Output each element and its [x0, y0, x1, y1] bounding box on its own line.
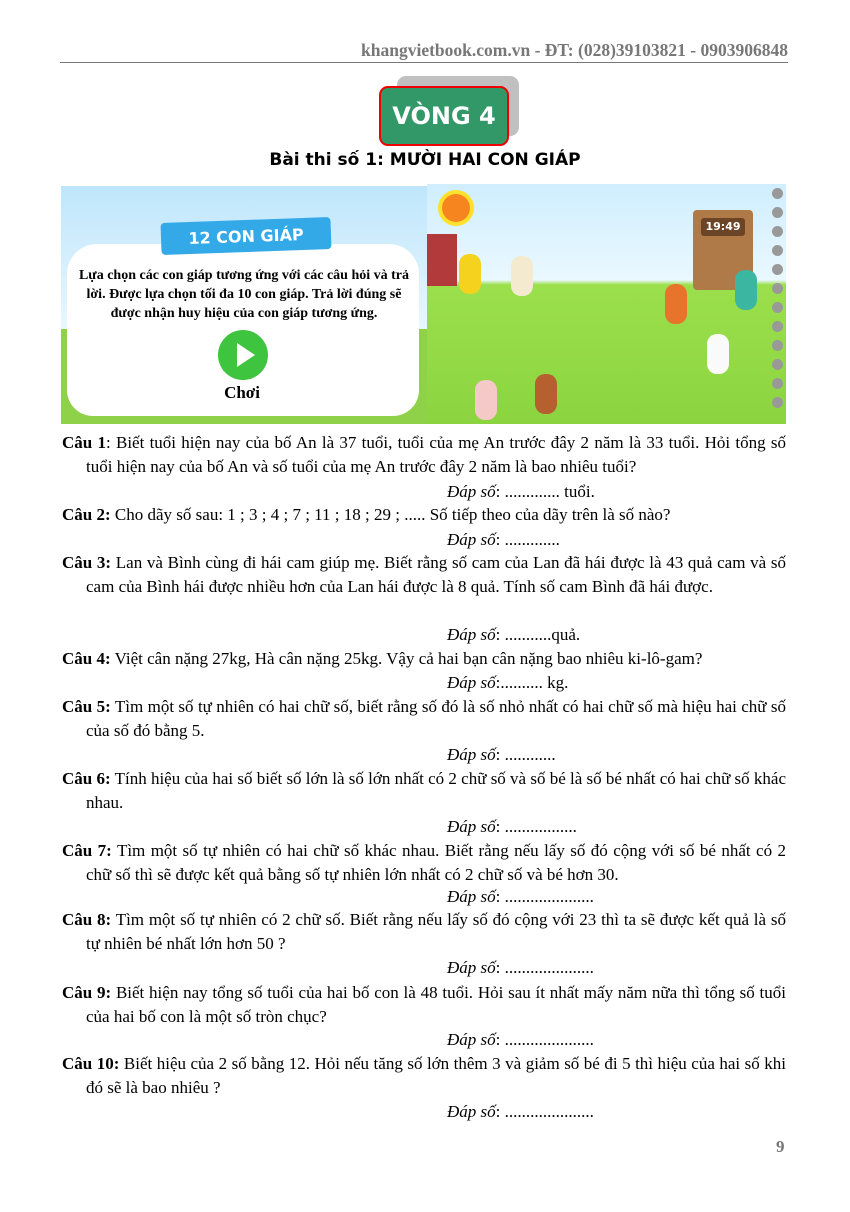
sun-icon: [442, 194, 470, 222]
snake-character: [735, 270, 757, 310]
answer-8: Đáp số: .....................: [447, 958, 594, 977]
play-icon: [237, 343, 255, 367]
timer: 19:49: [701, 218, 745, 236]
barn-image: [427, 234, 457, 286]
question-9: Câu 9: Biết hiện nay tổng số tuổi của hai bố con là 48 tuổi. Hỏi sau ít nhất mấy năm nữa thì tổng số tuổi của hai bố con là một số tròn chục?: [62, 983, 786, 1026]
game-description: Lựa chọn các con giáp tương ứng với các câu hỏi và trả lời. Được lựa chọn tối đa 10 con giáp. Trả lời đúng sẽ được nhận huy hiệu của con giáp tương ứng.: [78, 268, 410, 321]
buffalo-character: [665, 284, 687, 324]
play-button: [218, 330, 268, 380]
horse-character: [535, 374, 557, 414]
header-divider: [60, 62, 788, 63]
question-6: Câu 6: Tính hiệu của hai số biết số lớn là số lớn nhất có 2 chữ số và số bé là số bé nhất có hai chữ số khác nhau.: [62, 769, 786, 812]
exam-title: Bài thi số 1: MƯỜI HAI CON GIÁP: [269, 150, 581, 170]
game-title-ribbon: 12 CON GIÁP: [160, 217, 331, 255]
question-5: Câu 5: Tìm một số tự nhiên có hai chữ số, biết rằng số đó là số nhỏ nhất có hai chữ số mà hiệu hai chữ số của số đó bằng 5.: [62, 697, 786, 740]
answer-4: Đáp số:.......... kg.: [447, 673, 569, 692]
answer-10: Đáp số: .....................: [447, 1102, 594, 1121]
monkey-character: [459, 254, 481, 294]
question-10: Câu 10: Biết hiệu của 2 số bằng 12. Hỏi nếu tăng số lớn thêm 3 và giảm số bé đi 5 thì hiệu của hai số khi đó sẽ là bao nhiêu ?: [62, 1054, 786, 1097]
page-header: khangvietbook.com.vn - ĐT: (028)39103821 - 0903906848: [361, 40, 788, 60]
question-8: Câu 8: Tìm một số tự nhiên có 2 chữ số. Biết rằng nếu lấy số đó cộng với 23 thì ta sẽ được kết quả là số tự nhiên bé nhất lớn hơn 50 ?: [62, 910, 786, 953]
question-2: Câu 2: Cho dãy số sau: 1 ; 3 ; 4 ; 7 ; 11 ; 18 ; 29 ; ..... Số tiếp theo của dãy trên là số nào?: [62, 505, 671, 524]
question-7: Câu 7: Tìm một số tự nhiên có hai chữ số khác nhau. Biết rằng nếu lấy số đó cộng với số bé nhất có 2 chữ số thì sẽ được kết quả bằng số tự nhiên lớn nhất có 2 chữ số và bé hơn 30.: [62, 841, 786, 884]
answer-9: Đáp số: .....................: [447, 1030, 594, 1049]
answer-7: Đáp số: .....................: [447, 887, 594, 906]
cat-character: [707, 334, 729, 374]
answer-2: Đáp số: .............: [447, 530, 560, 549]
pig-character: [475, 380, 497, 420]
zodiac-icon-column: [772, 188, 784, 416]
game-scene-screenshot: [427, 184, 786, 424]
play-label: Chơi: [224, 383, 260, 402]
round-badge: VÒNG 4: [379, 86, 509, 146]
answer-1: Đáp số: ............. tuổi.: [447, 482, 595, 501]
dog-character: [511, 256, 533, 296]
answer-5: Đáp số: ............: [447, 745, 556, 764]
page-number: 9: [776, 1137, 785, 1156]
question-1: Câu 1: Biết tuổi hiện nay của bố An là 37 tuổi, tuổi của mẹ An trước đây 2 năm là 33 tuổi. Hỏi tổng số tuổi hiện nay của bố An và số tuổi của mẹ An trước đây 2 năm là bao nhiêu tuổi?: [62, 433, 786, 476]
question-4: Câu 4: Việt cân nặng 27kg, Hà cân nặng 25kg. Vậy cả hai bạn cân nặng bao nhiêu ki-lô-gam?: [62, 649, 703, 668]
answer-3: Đáp số: ...........quả.: [447, 625, 581, 644]
game-intro-screenshot: [61, 186, 427, 424]
question-3: Câu 3: Lan và Bình cùng đi hái cam giúp mẹ. Biết rằng số cam của Lan đã hái được là 43 quả cam và số cam của Bình hái được nhiều hơn của Lan hái được là 8 quả. Tính số cam Bình đã hái được.: [62, 553, 786, 596]
answer-6: Đáp số: .................: [447, 817, 577, 836]
